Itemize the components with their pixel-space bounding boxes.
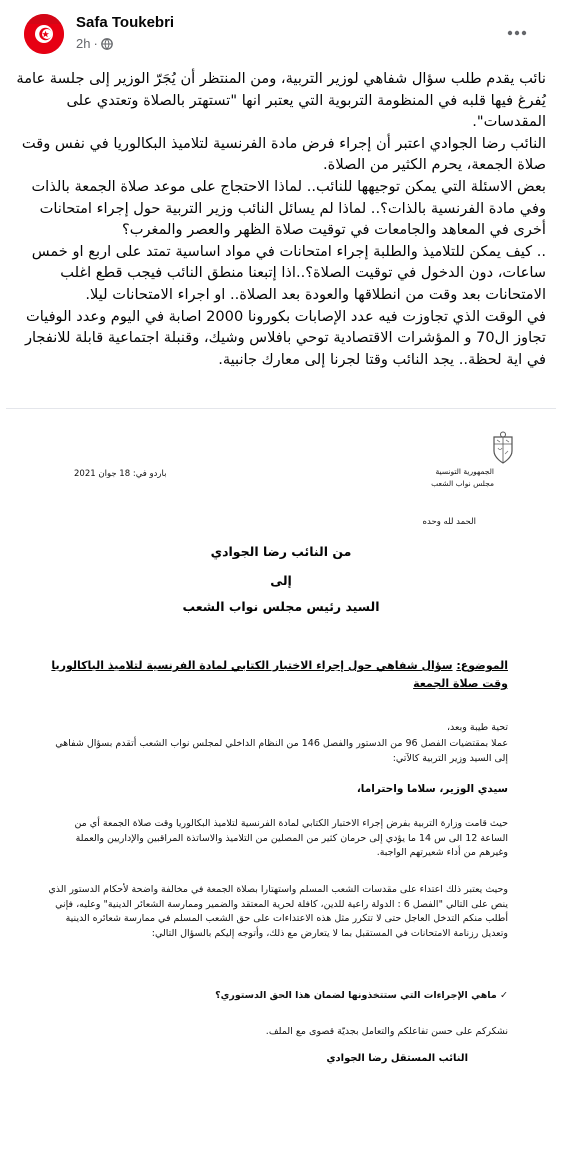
doc-parliament: مجلس نواب الشعب [431, 479, 494, 488]
post-header [0, 0, 562, 64]
doc-salutation: سيدي الوزير، سلاما واحتراما، [356, 783, 508, 795]
doc-recipient: السيد رئيس مجلس نواب الشعب [182, 599, 380, 614]
meta-separator: · [93, 36, 98, 51]
doc-thanks: نشكركم على حسن تفاعلكم والتعامل بجديّة قصوى مع الملف. [265, 1026, 508, 1037]
post-text [16, 68, 546, 370]
globe-icon[interactable] [101, 38, 113, 50]
post-paragraph: في الوقت الذي تجاوزت فيه عدد الإصابات بكورونا 2000 اصابة في اليوم وعدد الوفيات تجاوز ال70 و المؤشرات الاقتصادية توحي بافلاس وشيك، وقنبلة اجتماعية قابلة للانفجار في اية لحظة.. يجد النائب وقتا لجرنا إلى معارك جانبية. [24, 307, 546, 368]
doc-subject-label: الموضوع: [456, 659, 508, 672]
doc-paragraph: حيث قامت وزارة التربية بفرض إجراء الاختبار الكتابي لمادة الفرنسية لتلاميذ البكالوريا وقت صلاة الجمعة أي من الساعة 12 الى س 14 ما يؤدي إلى حرمان كثير من المصلين من التلاميذ والاساتذة المراقبين والإداريين والعملة وغيرهم من أداء شعيرتهم الواجبة. [74, 818, 508, 858]
doc-subject-text: سؤال شفاهي حول إجراء الاختبار الكتابي لمادة الفرنسية لتلاميذ الباكالوريا وقت صلاة الجمعة [51, 659, 508, 690]
doc-hamd: الحمد لله وحده [422, 517, 476, 527]
tunisia-flag-icon [24, 14, 64, 54]
post-paragraph: نائب يقدم طلب سؤال شفاهي لوزير التربية، ومن المنتظر أن يُجَرّ الوزير إلى جلسة عامة يُفرغ فيها قلبه في المنظومة التربوية التي يعتبر انها "تستهتر بالصلاة وتعتدي على المقدسات". [16, 70, 546, 131]
doc-greeting: تحية طيبة وبعد، [446, 722, 508, 733]
doc-to: إلى [270, 573, 292, 588]
doc-signature: النائب المستقل رضا الجوادي [326, 1053, 468, 1064]
doc-intro: عملا بمقتضيات الفصل 96 من الدستور والفصل 146 من النظام الداخلي لمجلس نواب الشعب أتقدم بسؤال شفاهي إلى السيد وزير التربية كالآتي: [55, 738, 508, 764]
author-name[interactable]: Safa Toukebri [76, 14, 175, 31]
doc-paragraph: وحيث يعتبر ذلك اعتداء على مقدسات الشعب المسلم واستهتارا بصلاة الجمعة في مخالفة واضحة لأحكام الدستور الذي ينص على التالي "الفصل 6 : الدولة راعية للدين، كافلة لحرية المعتقد والضمير وممارسة الشعائر الدينية" وعليه، فإني أطلب منكم التدخل العاجل حتى لا تتكرر مثل هذه الاعتداءات على حق الشعب المسلم في ممارسة شعائره الدينية وتعديل رزنامة الامتحانات في المستقبل بما لا يتعارض مع ذلك، وأتوجه إليكم بالسؤال التالي: [48, 884, 508, 939]
attached-document-image[interactable] [6, 408, 556, 1162]
more-options-button[interactable] [500, 22, 534, 44]
post-paragraph: النائب رضا الجوادي اعتبر أن إجراء فرض مادة الفرنسية لتلاميذ البكالوريا في نفس وقت صلاة الجمعة، يحرم الكثير من الصلاة. [21, 134, 546, 174]
doc-subject [48, 657, 508, 693]
more-dots-icon [507, 30, 527, 36]
post-time[interactable]: 2h [76, 36, 91, 51]
doc-from: من النائب رضا الجوادي [210, 544, 352, 559]
post-paragraph: .. كيف يمكن للتلاميذ والطلبة إجراء امتحانات في مواد اساسية تمتد على اربع او خمس ساعات، دون الدخول في توقيت الصلاة؟..اذا إتبعنا منطق النائب فيجب قطع اغلب الامتحانات بعد وقت من انطلاقها والعودة بعد الصلاة.. او اجراء الامتحانات ليلا. [31, 242, 546, 303]
doc-date: باردو في: 18 جوان 2021 [74, 469, 167, 479]
author-avatar[interactable] [24, 14, 64, 54]
doc-republic: الجمهورية التونسية [435, 467, 494, 476]
post-paragraph: بعض الاسئلة التي يمكن توجيهها للنائب.. لماذا الاحتجاج على موعد صلاة الجمعة بالذات وفي مادة الفرنسية بالذات؟.. لماذا لم يسائل النائب وزير التربية حول إجراء امتحانات أخرى في المعاهد والجامعات في توقيت صلاة الظهر والعصر والمغرب؟ [31, 177, 546, 239]
doc-question: ✓ ماهي الإجراءات التي ستتخذونها لضمان هذا الحق الدستوري؟ [215, 990, 508, 1001]
post-meta [76, 36, 113, 51]
tunisia-emblem-icon [490, 431, 516, 465]
